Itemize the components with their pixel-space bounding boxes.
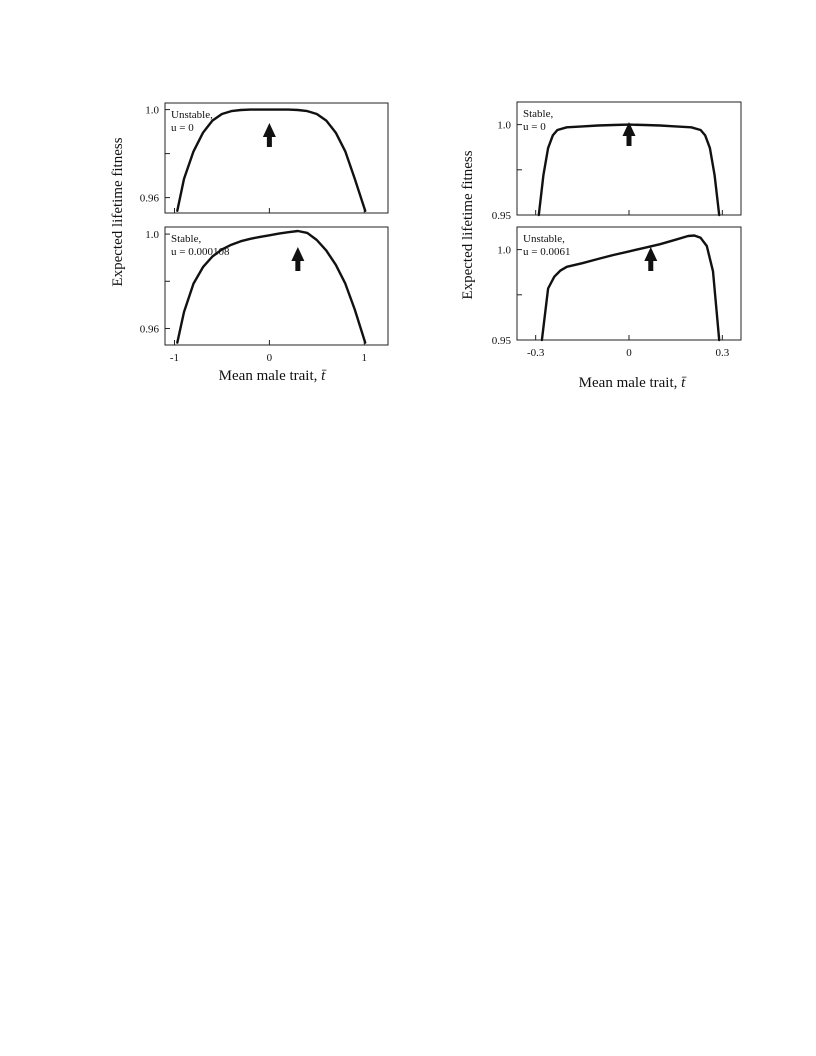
- y-tick-label: 0.96: [139, 192, 159, 205]
- y-tick-label: 0.95: [491, 210, 511, 222]
- panel-left-top: [140, 103, 388, 213]
- x-tick-label: 0: [266, 352, 273, 364]
- left-y-axis-title: Expected lifetime fitness: [110, 137, 126, 287]
- x-tick-label: 0: [626, 347, 632, 359]
- right-x-axis-title-text: Mean male trait,: [578, 375, 682, 391]
- right-x-axis-title: [579, 375, 687, 391]
- y-tick-label: 1.0: [497, 119, 511, 132]
- fitness-curve: [177, 110, 365, 211]
- left-x-axis-title: [219, 368, 327, 384]
- y-tick-label: 0.96: [139, 323, 159, 336]
- panel-annotation: u = 0.000108: [171, 246, 230, 258]
- left-x-axis-title-text: Mean male trait,: [218, 368, 322, 384]
- panel-annotation: u = 0: [523, 121, 546, 133]
- right-x-axis-title-symbol: t̄: [681, 375, 686, 391]
- y-tick-label: 0.95: [491, 335, 511, 347]
- y-tick-label: 1.0: [497, 244, 511, 257]
- panel-annotation: Unstable,: [523, 233, 565, 245]
- y-tick-label: 1.0: [145, 229, 159, 242]
- arrow-marker: [644, 247, 657, 271]
- arrow-marker: [263, 123, 276, 147]
- y-tick-label: 1.0: [145, 104, 159, 117]
- panel-annotation: u = 0: [171, 122, 194, 134]
- x-tick-label: 1: [361, 352, 368, 364]
- x-tick-label: 0.3: [715, 347, 730, 359]
- panel-right-top: [492, 102, 741, 222]
- panel-left-bottom: [140, 227, 388, 364]
- panel-annotation: Stable,: [523, 108, 554, 120]
- right-y-axis-title: Expected lifetime fitness: [460, 150, 476, 300]
- panel-annotation: Unstable,: [171, 109, 213, 121]
- left-x-axis-title-symbol: t̄: [321, 368, 326, 384]
- panel-right-bottom: [492, 227, 741, 359]
- panel-annotation: Stable,: [171, 233, 202, 245]
- x-tick-label: -0.3: [526, 347, 545, 359]
- arrow-marker: [291, 247, 304, 271]
- panel-annotation: u = 0.0061: [523, 246, 571, 258]
- x-tick-label: -1: [169, 352, 180, 364]
